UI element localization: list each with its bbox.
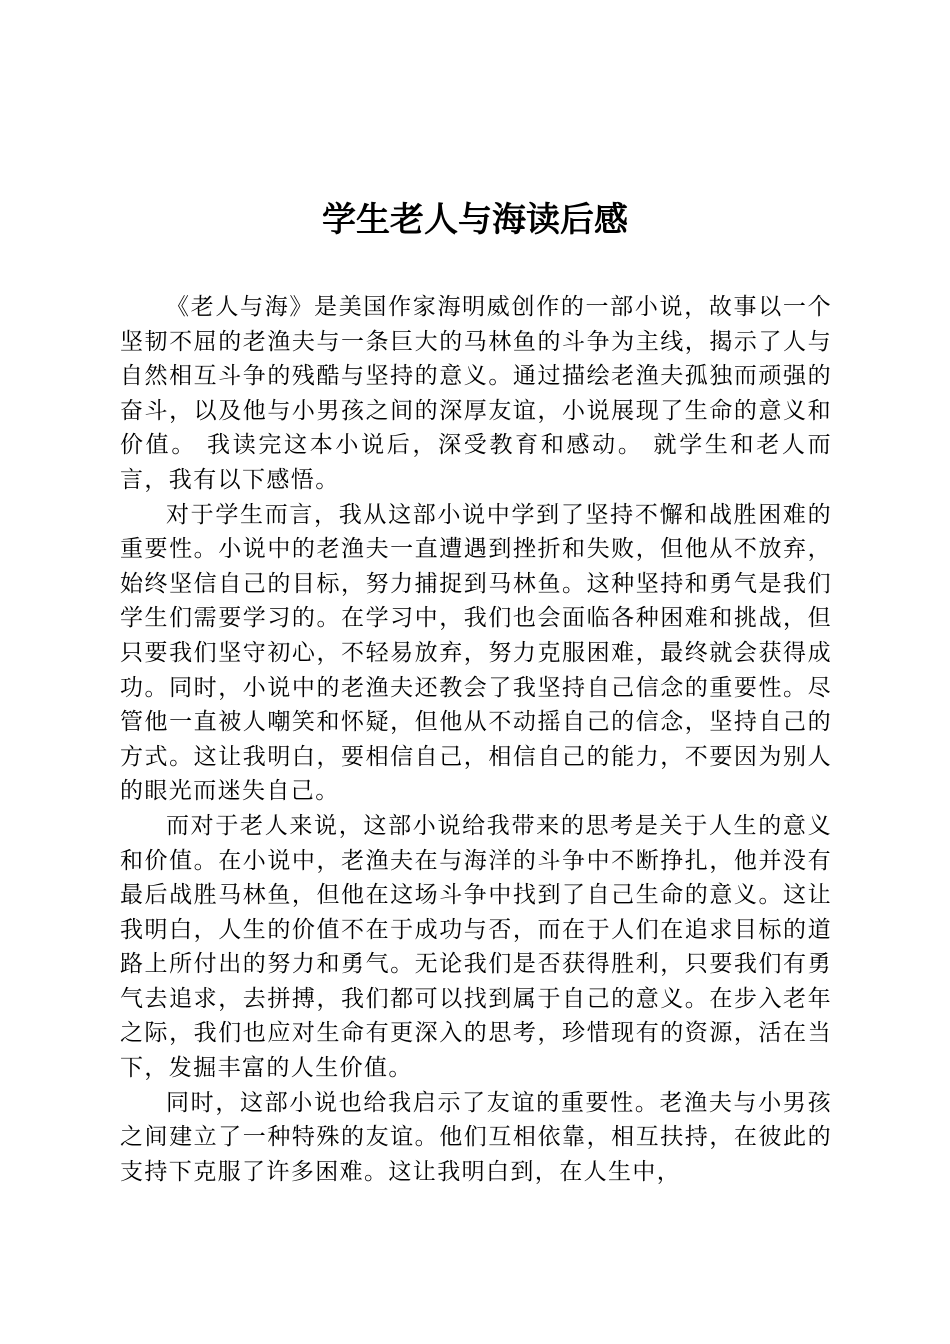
document-body: [120, 290, 832, 1189]
paragraph-intro: 《老人与海》是美国作家海明威创作的一部小说，故事以一个坚韧不屈的老渔夫与一条巨大的马林鱼的斗争为主线，揭示了人与自然相互斗争的残酷与坚持的意义。通过描绘老渔夫孤独而顽强的奋斗，以及他与小男孩之间的深厚友谊，小说展现了生命的意义和价值。 我读完这本小说后，深受教育和感动。 就学生和老人而言，我有以下感悟。: [120, 294, 832, 493]
paragraph-elderly: 而对于老人来说，这部小说给我带来的思考是关于人生的意义和价值。在小说中，老渔夫在与海洋的斗争中不断挣扎，他并没有最后战胜马林鱼，但他在这场斗争中找到了自己生命的意义。这让我明白，人生的价值不在于成功与否，而在于人们在追求目标的道路上所付出的努力和勇气。无论我们是否获得胜利，只要我们有勇气去追求，去拼搏，我们都可以找到属于自己的意义。在步入老年之际，我们也应对生命有更深入的思考，珍惜现有的资源，活在当下，发掘丰富的人生价值。: [120, 812, 832, 1082]
paragraph-students: 对于学生而言，我从这部小说中学到了坚持不懈和战胜困难的重要性。小说中的老渔夫一直遭遇到挫折和失败，但他从不放弃，始终坚信自己的目标，努力捕捉到马林鱼。这种坚持和勇气是我们学生们需要学习的。在学习中，我们也会面临各种困难和挑战，但只要我们坚守初心，不轻易放弃，努力克服困难，最终就会获得成功。同时，小说中的老渔夫还教会了我坚持自己信念的重要性。尽管他一直被人嘲笑和怀疑，但他从不动摇自己的信念，坚持自己的方式。这让我明白，要相信自己，相信自己的能力，不要因为别人的眼光而迷失自己。: [120, 501, 832, 805]
paragraph-friendship: 同时，这部小说也给我启示了友谊的重要性。老渔夫与小男孩之间建立了一种特殊的友谊。他们互相依靠，相互扶持，在彼此的支持下克服了许多困难。这让我明白到，在人生中，: [120, 1089, 832, 1185]
document-title: 学生老人与海读后感: [322, 200, 628, 240]
